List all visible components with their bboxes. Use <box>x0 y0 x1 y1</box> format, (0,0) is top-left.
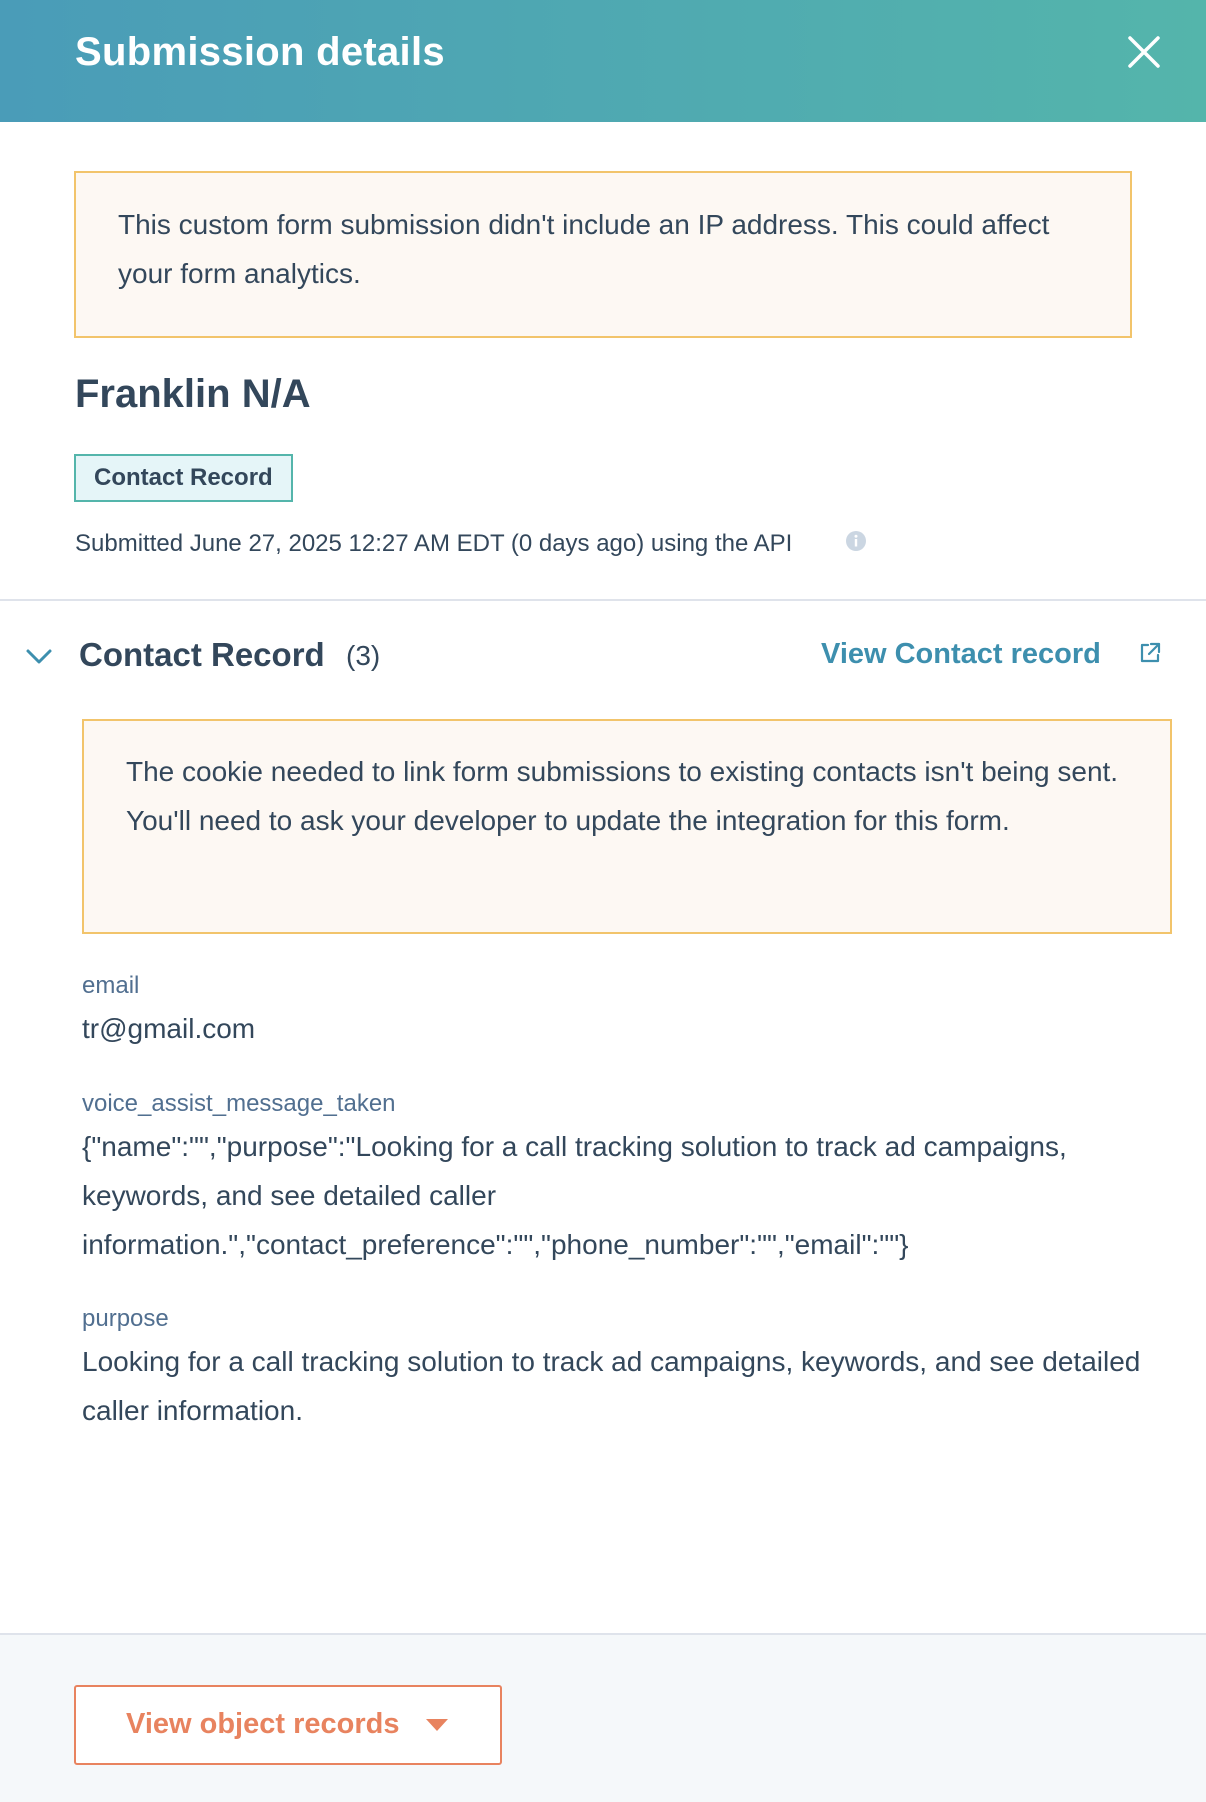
record-name: Franklin N/A <box>75 372 311 416</box>
field-value-purpose: Looking for a call tracking solution to track ad campaigns, keywords, and see detailed caller information. <box>82 1346 1141 1426</box>
view-object-records-label: View object records <box>126 1708 400 1740</box>
panel-title: Submission details <box>75 30 445 74</box>
view-contact-record-link[interactable]: View Contact record <box>821 638 1101 670</box>
contact-record-section-title[interactable]: Contact Record <box>79 636 325 673</box>
view-object-records-button[interactable] <box>74 1685 502 1765</box>
submitted-info: Submitted June 27, 2025 12:27 AM EDT (0 days ago) using the API <box>75 530 793 557</box>
close-button[interactable] <box>1122 30 1166 74</box>
panel-header <box>0 0 1206 122</box>
field-label-voice-assist: voice_assist_message_taken <box>82 1090 396 1117</box>
field-label-purpose: purpose <box>82 1305 169 1332</box>
ip-address-warning <box>74 171 1132 338</box>
cookie-warning-text: The cookie needed to link form submissions to existing contacts isn't being sent. You'll need to ask your developer to update the integration for this form. <box>126 756 1119 836</box>
field-label-email: email <box>82 972 140 999</box>
caret-down-icon <box>424 1717 450 1733</box>
cookie-warning <box>82 719 1172 934</box>
ip-address-warning-text: This custom form submission didn't include an IP address. This could affect your form analytics. <box>118 209 1050 289</box>
field-value-email: tr@gmail.com <box>82 1013 256 1044</box>
info-icon[interactable] <box>845 530 867 552</box>
field-value-voice-assist: {"name":"","purpose":"Looking for a call tracking solution to track ad campaigns, keywords, and see detailed caller information.","contact_preference":"","phone_number":"","email":""} <box>82 1131 1067 1260</box>
contact-record-tag: Contact Record <box>74 454 293 502</box>
chevron-down-icon[interactable] <box>24 641 54 671</box>
close-icon <box>1122 30 1166 74</box>
contact-record-count: (3) <box>346 640 381 671</box>
external-link-icon[interactable] <box>1138 641 1162 665</box>
section-divider <box>0 599 1206 601</box>
